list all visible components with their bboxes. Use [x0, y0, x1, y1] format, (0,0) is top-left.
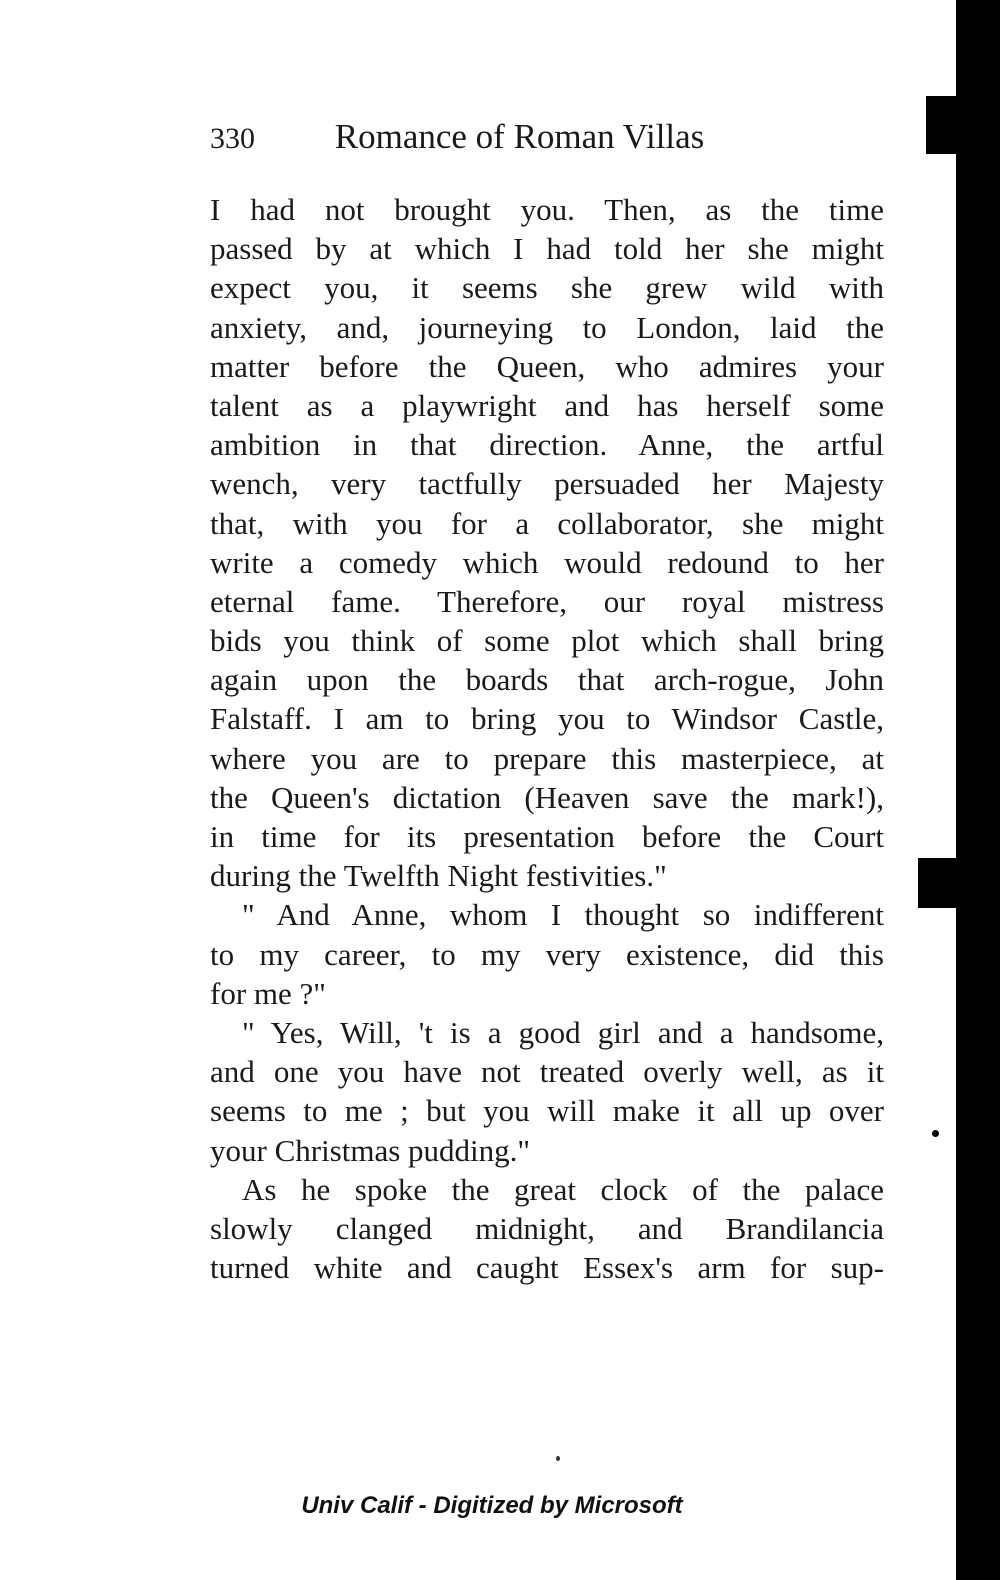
page-number: 330 — [210, 122, 255, 155]
text-line: where you are to prepare this masterpiece, at — [210, 740, 884, 776]
body-text — [210, 190, 884, 1287]
text-line: in time for its presentation before the Court — [210, 819, 884, 854]
text-line: ambition in that direction. Anne, the artful — [210, 427, 884, 463]
text-line: and one you have not treated overly well, as it — [210, 1054, 884, 1090]
watermark-text: Univ Calif - Digitized by Microsoft — [301, 1492, 683, 1519]
text-line: the Queen's dictation (Heaven save the mark!), — [210, 779, 884, 815]
text-line: Falstaff. I am to bring you to Windsor Castle, — [210, 701, 884, 737]
text-line: " And Anne, whom I thought so indifferent — [242, 897, 884, 933]
text-line: As he spoke the great clock of the palace — [242, 1171, 884, 1207]
text-line: " Yes, Will, 't is a good girl and a handsome, — [242, 1014, 884, 1050]
print-speck — [556, 1456, 560, 1461]
text-line: talent as a playwright and has herself some — [210, 387, 884, 423]
text-line: bids you think of some plot which shall bring — [210, 623, 884, 659]
text-line: to my career, to my very existence, did this — [210, 936, 884, 972]
text-line: expect you, it seems she grew wild with — [210, 270, 884, 306]
text-line: passed by at which I had told her she might — [210, 231, 884, 267]
text-line: write a comedy which would redound to her — [210, 544, 884, 580]
text-line: for me ?" — [210, 975, 326, 1011]
text-line: slowly clanged midnight, and Brandilancia — [210, 1210, 884, 1246]
text-line: I had not brought you. Then, as the time — [210, 192, 884, 227]
text-line: wench, very tactfully persuaded her Majesty — [210, 466, 884, 502]
text-line: during the Twelfth Night festivities." — [210, 858, 667, 894]
text-line: turned white and caught Essex's arm for sup- — [210, 1250, 884, 1286]
text-line: again upon the boards that arch-rogue, John — [210, 662, 884, 698]
text-line: your Christmas pudding." — [210, 1132, 531, 1168]
scan-speck — [932, 1130, 939, 1137]
scan-border-right — [956, 0, 1000, 1580]
text-line: seems to me ; but you will make it all up over — [210, 1093, 884, 1129]
text-line: that, with you for a collaborator, she might — [210, 505, 884, 541]
scan-notch-top — [926, 96, 958, 154]
text-line: anxiety, and, journeying to London, laid the — [210, 309, 884, 345]
running-title: Romance of Roman Villas — [334, 117, 705, 156]
text-line: matter before the Queen, who admires your — [210, 348, 884, 384]
text-line: eternal fame. Therefore, our royal mistress — [210, 583, 884, 619]
digitization-footer — [0, 1490, 1000, 1522]
scan-notch-middle — [918, 858, 958, 908]
running-head — [210, 112, 910, 162]
